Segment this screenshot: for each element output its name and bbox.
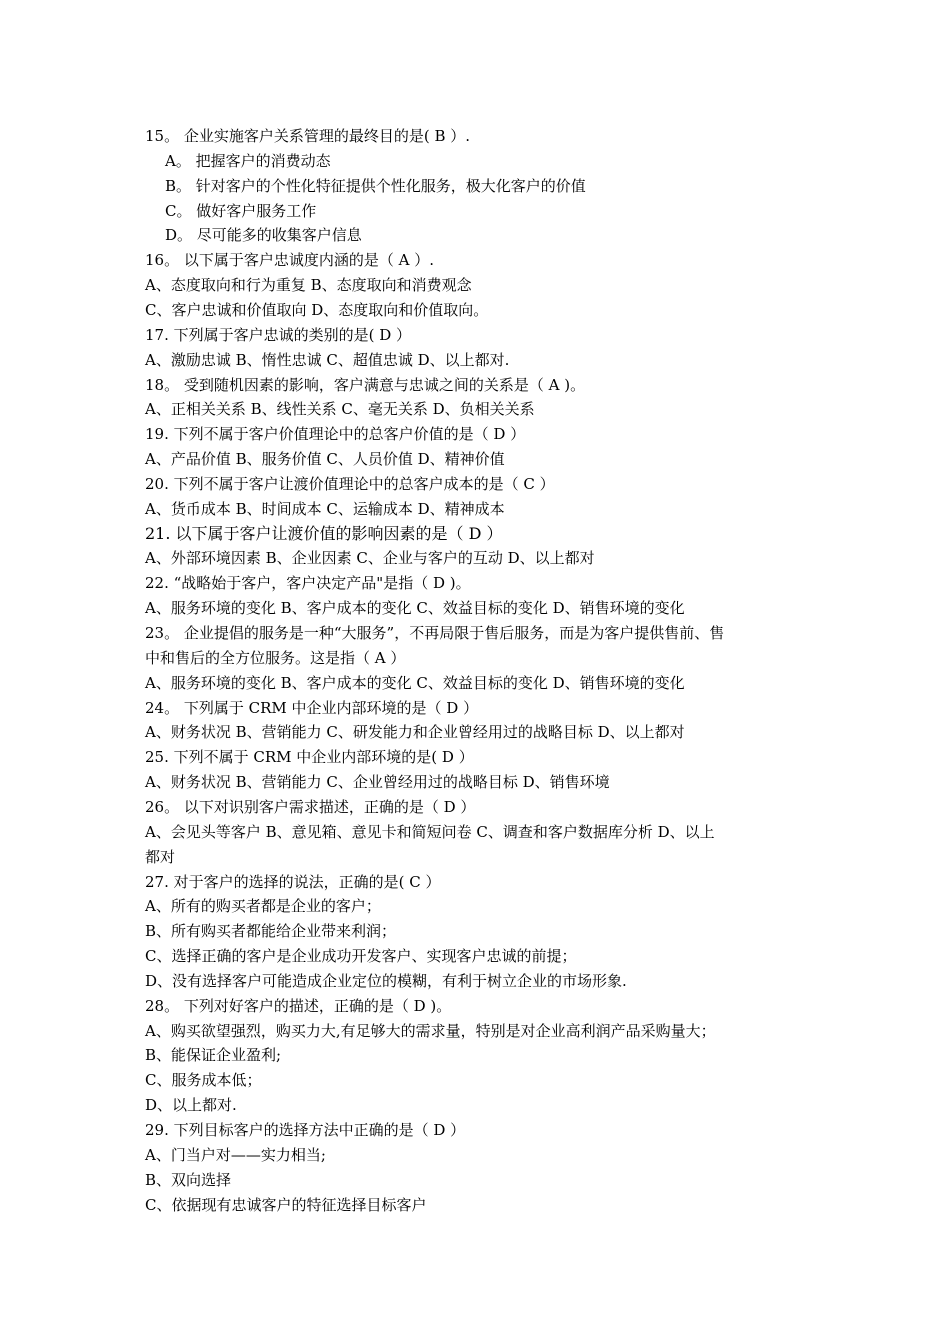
text-line: A、态度取向和行为重复 B、态度取向和消费观念 [145,276,472,295]
text-line: 23。 企业提倡的服务是一种“大服务”，不再局限于售后服务，而是为客户提供售前、售 [145,624,725,642]
text-line: A、服务环境的变化 B、客户成本的变化 C、效益目标的变化 D、销售环境的变化 [145,599,685,618]
text-line: A、购买欲望强烈，购买力大,有足够大的需求量，特别是对企业高利润产品采购量大； [145,1021,716,1040]
text-line: 16。 以下属于客户忠诚度内涵的是（ A ）. [145,251,434,270]
text-line: A、激励忠诚 B、惰性忠诚 C、超值忠诚 D、以上都对. [145,350,510,369]
text-line: C。 做好客户服务工作 [165,201,317,220]
text-line: A、正相关关系 B、线性关系 C、毫无关系 D、负相关关系 [145,400,535,419]
text-line: A、服务环境的变化 B、客户成本的变化 C、效益目标的变化 D、销售环境的变化 [145,673,685,692]
text-line: A、财务状况 B、营销能力 C、研发能力和企业曾经用过的战略目标 D、以上都对 [145,723,685,742]
text-line: 都对 [145,847,176,866]
text-line: B、所有购买者都能给企业带来利润； [145,922,397,941]
text-line: A、财务状况 B、营销能力 C、企业曾经用过的战略目标 D、销售环境 [145,773,610,792]
text-line: B、能保证企业盈利; [145,1046,282,1065]
text-line: C、服务成本低； [145,1071,262,1090]
text-line: C、依据现有忠诚客户的特征选择目标客户 [145,1195,427,1214]
text-line: D。 尽可能多的收集客户信息 [165,226,362,245]
text-line: D、没有选择客户可能造成企业定位的模糊，有利于树立企业的市场形象. [145,971,627,990]
text-line: 18。 受到随机因素的影响，客户满意与忠诚之间的关系是（ A )。 [145,375,586,394]
text-line: 中和售后的全方位服务。这是指（ A ） [145,648,406,667]
text-line: 22. “战略始于客户，客户决定产品"是指（ D )。 [145,574,471,593]
text-line: A、门当户对——实力相当; [145,1145,326,1164]
text-line: 17. 下列属于客户忠诚的类别的是( D ） [145,325,412,344]
text-line: 21. 以下属于客户让渡价值的影响因素的是（ D ） [145,523,503,543]
text-line: B。 针对客户的个性化特征提供个性化服务，极大化客户的价值 [165,176,586,195]
text-line: A。 把握客户的消费动态 [165,151,331,170]
text-line: 29. 下列目标客户的选择方法中正确的是（ D ） [145,1121,466,1139]
text-line: D、以上都对. [145,1096,237,1115]
text-line: 20. 下列不属于客户让渡价值理论中的总客户成本的是（ C ） [145,474,555,493]
text-line: B、双向选择 [145,1170,232,1189]
text-line: C、选择正确的客户是企业成功开发客户、实现客户忠诚的前提； [145,947,577,966]
text-line: A、外部环境因素 B、企业因素 C、企业与客户的互动 D、以上都对 [145,549,595,568]
text-line: A、产品价值 B、服务价值 C、人员价值 D、精神价值 [145,450,505,469]
text-line: 24。 下列属于 CRM 中企业内部环境的是（ D ） [145,698,479,717]
text-line: 28。 下列对好客户的描述，正确的是（ D )。 [145,996,452,1015]
text-line: 15。 企业实施客户关系管理的最终目的是( B ）. [145,127,471,145]
text-line: A、货币成本 B、时间成本 C、运输成本 D、精神成本 [145,499,505,518]
text-line: 27. 对于客户的选择的说法，正确的是( C ） [145,872,441,891]
text-line: A、所有的购买者都是企业的客户； [145,897,381,916]
text-line: 26。 以下对识别客户需求描述，正确的是（ D ） [145,797,476,816]
text-line: A、会见头等客户 B、意见箱、意见卡和简短问卷 C、调查和客户数据库分析 D、以上 [145,822,715,841]
text-line: 19. 下列不属于客户价值理论中的总客户价值的是（ D ） [145,425,526,444]
text-line: 25. 下列不属于 CRM 中企业内部环境的是( D ） [145,748,474,767]
text-line: C、客户忠诚和价值取向 D、态度取向和价值取向。 [145,300,489,319]
